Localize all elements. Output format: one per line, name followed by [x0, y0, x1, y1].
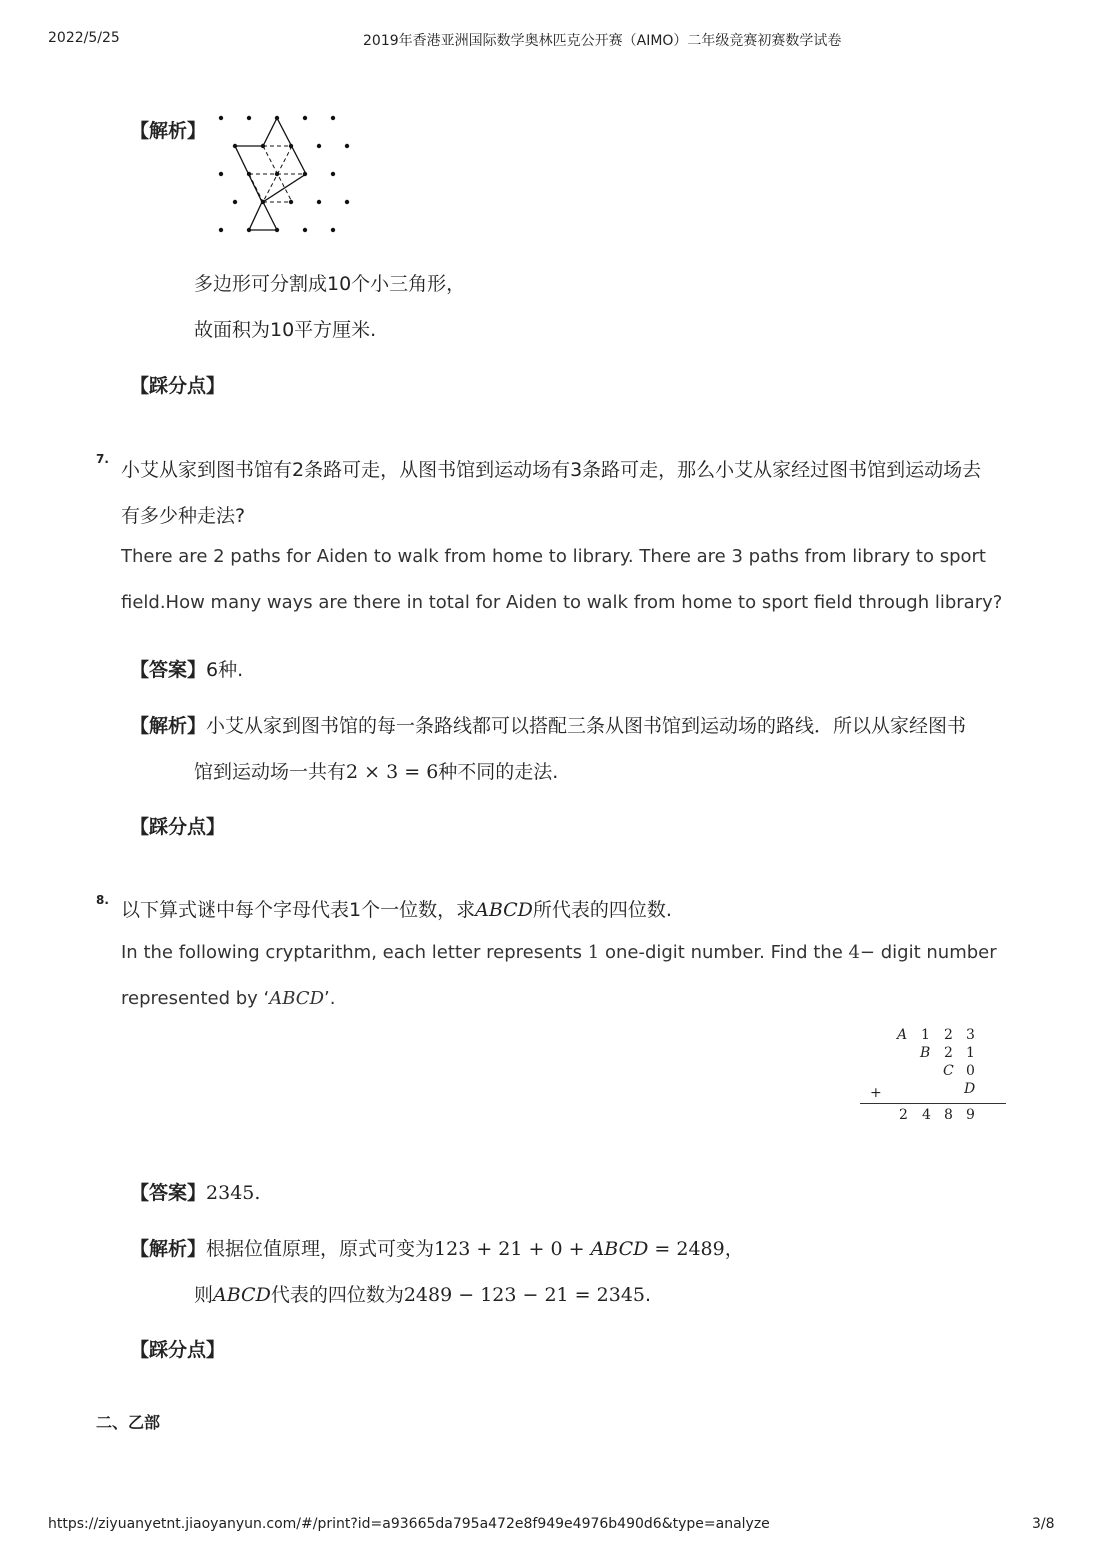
q8-analysis1-math2: = 2489 [648, 1238, 725, 1260]
calc-row1-d4: 3 [966, 1027, 975, 1043]
q8-analysis-line1 [130, 1234, 744, 1261]
q8-analysis2-var: ABCD [213, 1284, 271, 1306]
calc-row2-d3: 1 [966, 1045, 975, 1061]
calc-result-d3: 8 [944, 1107, 953, 1123]
q7-number: 7. [96, 452, 109, 466]
q8-en1-math: 4− [848, 942, 876, 963]
q7-question-cn-line1: 小艾从家到图书馆有2条路可走，从图书馆到运动场有3条路可走，那么小艾从家经过图书馆到运动场去 [121, 459, 982, 481]
q7-analysis-line1 [130, 711, 966, 738]
q8-analysis1-pre: 根据位值原理，原式可变为 [206, 1238, 435, 1260]
print-date: 2022/5/25 [48, 30, 120, 46]
calc-row1-d2: 1 [921, 1027, 930, 1043]
q7-analysis-pre: 馆到运动场一共有 [194, 761, 347, 783]
calc-row1-d1: A [897, 1027, 908, 1043]
q8-answer-label: 【答案】 [130, 1182, 207, 1204]
q6-analysis-line2: 故面积为10平方厘米. [194, 319, 377, 341]
calc-row2-d2: 2 [944, 1045, 953, 1061]
q8-en1-post: digit number [875, 942, 997, 963]
q8-en1-mid: one-digit number. Find the [599, 942, 849, 963]
q6-points-label: 【踩分点】 [130, 375, 226, 397]
q7-analysis-label: 【解析】 [130, 715, 207, 737]
q7-analysis-math: 2 × 3 = 6 [346, 761, 439, 783]
q7-analysis-line2 [194, 757, 558, 784]
calc-row4-d1: D [964, 1081, 976, 1097]
q7-analysis-text1: 小艾从家到图书馆的每一条路线都可以搭配三条从图书馆到运动场的路线．所以从家经图书 [206, 715, 967, 737]
q8-answer-value: 2345. [206, 1182, 261, 1204]
q8-analysis2-post: . [645, 1284, 652, 1306]
q8-analysis-label: 【解析】 [130, 1238, 207, 1260]
q8-en1-pre: In the following cryptarithm, each letter represents [121, 942, 588, 963]
q8-analysis1-math: 123 + 21 + 0 + [434, 1238, 591, 1260]
page-header-title: 2019年香港亚洲国际数学奥林匹克公开赛（AIMO）二年级竞赛初赛数学试卷 [363, 33, 842, 49]
q7-question-en-line2: field.How many ways are there in total for Aiden to walk from home to sport field through library? [121, 592, 1003, 613]
calc-result-d1: 2 [899, 1107, 908, 1123]
q7-answer-label: 【答案】 [130, 659, 207, 681]
q8-answer [130, 1178, 260, 1205]
q8-analysis2-mid: 代表的四位数为 [270, 1284, 404, 1306]
q7-answer [130, 655, 243, 682]
q6-analysis-line1: 多边形可分割成10个小三角形， [194, 273, 466, 295]
q8-en1-num: 1 [587, 942, 600, 963]
q8-analysis2-math: 2489 − 123 − 21 = 2345 [403, 1284, 645, 1306]
q6-analysis-label: 【解析】 [130, 120, 207, 142]
q7-answer-value: 6种. [206, 659, 244, 681]
q8-question-en-line1 [121, 942, 997, 963]
q7-question-en-line1: There are 2 paths for Aiden to walk from home to library. There are 3 paths from library to sport [121, 546, 986, 567]
q8-cn-post: 所代表的四位数. [532, 899, 672, 921]
q8-number: 8. [96, 893, 109, 907]
calc-plus-sign: + [870, 1085, 882, 1101]
q8-analysis-line2 [194, 1280, 651, 1307]
footer-url: https://ziyuanyetnt.jiaoyanyun.com/#/print?id=a93665da795a472e8f949e4976b490d6&type=analyze [48, 1516, 770, 1532]
q8-analysis1-var: ABCD [590, 1238, 649, 1260]
calc-result-d2: 4 [922, 1107, 931, 1123]
q7-analysis-post: 种不同的走法. [438, 761, 559, 783]
q8-en2-var: ABCD [269, 988, 325, 1009]
calc-row1-d3: 2 [944, 1027, 953, 1043]
q8-analysis1-post: ， [724, 1238, 744, 1260]
q7-points-label: 【踩分点】 [130, 816, 226, 838]
q8-en2-pre: represented by ‘ [121, 988, 270, 1009]
section-title: 二、乙部 [96, 1413, 161, 1432]
q8-cn-pre: 以下算式谜中每个字母代表1个一位数，求 [121, 899, 476, 921]
q8-analysis2-pre: 则 [194, 1284, 214, 1306]
calc-row3-d2: 0 [966, 1063, 975, 1079]
calc-row3-d1: C [943, 1063, 954, 1079]
q8-points-label: 【踩分点】 [130, 1339, 226, 1361]
footer-page-number: 3/8 [1032, 1516, 1055, 1532]
q8-question-cn [121, 895, 672, 922]
calc-row2-d1: B [920, 1045, 931, 1061]
q8-en2-post: ’. [324, 988, 336, 1009]
calc-result-d4: 9 [966, 1107, 975, 1123]
q8-question-en-line2 [121, 988, 335, 1009]
triangle-grid-figure [210, 108, 360, 238]
q7-question-cn-line2: 有多少种走法? [121, 505, 246, 527]
q8-cn-var: ABCD [475, 899, 533, 921]
calc-sum-line [860, 1103, 1006, 1104]
